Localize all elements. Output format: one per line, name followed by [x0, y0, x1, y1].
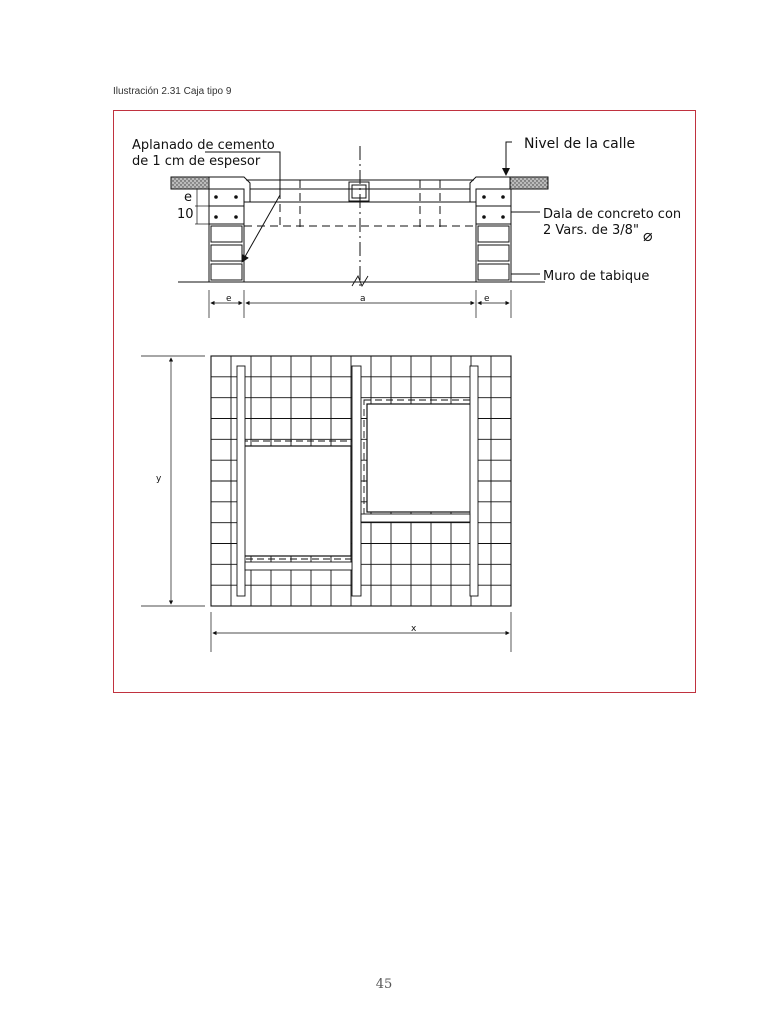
dim-y: y [156, 474, 162, 484]
dim-e-right: e [484, 294, 490, 304]
dim-a: a [360, 294, 366, 304]
dim-e-vertical: e [184, 190, 192, 205]
label-aplanado-line2: de 1 cm de espesor [132, 154, 261, 169]
dim-e-left: e [226, 294, 232, 304]
brick-wall-right [476, 224, 511, 282]
dim-10: 10 [177, 207, 194, 222]
beam-right [470, 366, 478, 596]
diameter-icon: ⌀ [643, 226, 653, 245]
label-nivel-calle: Nivel de la calle [524, 136, 636, 152]
label-aplanado-line1: Aplanado de cemento [132, 138, 275, 153]
cover-right-fill [367, 404, 471, 512]
page-number: 45 [375, 977, 393, 992]
dim-x: x [411, 624, 417, 634]
cover-left-fill [244, 446, 351, 556]
label-muro-tabique: Muro de tabique [543, 269, 650, 284]
nivel-leader [506, 142, 512, 175]
plan-view [141, 356, 511, 652]
figure-caption: Ilustración 2.31 Caja tipo 9 [113, 86, 232, 97]
street-hatch-left [171, 177, 209, 189]
label-dala-line1: Dala de concreto con [543, 207, 682, 222]
label-dala-line2: 2 Vars. de 3/8" [543, 223, 639, 238]
brick-wall-left [209, 224, 244, 282]
beam-center [352, 366, 361, 596]
beam-left [237, 366, 245, 596]
street-hatch-right [510, 177, 548, 189]
